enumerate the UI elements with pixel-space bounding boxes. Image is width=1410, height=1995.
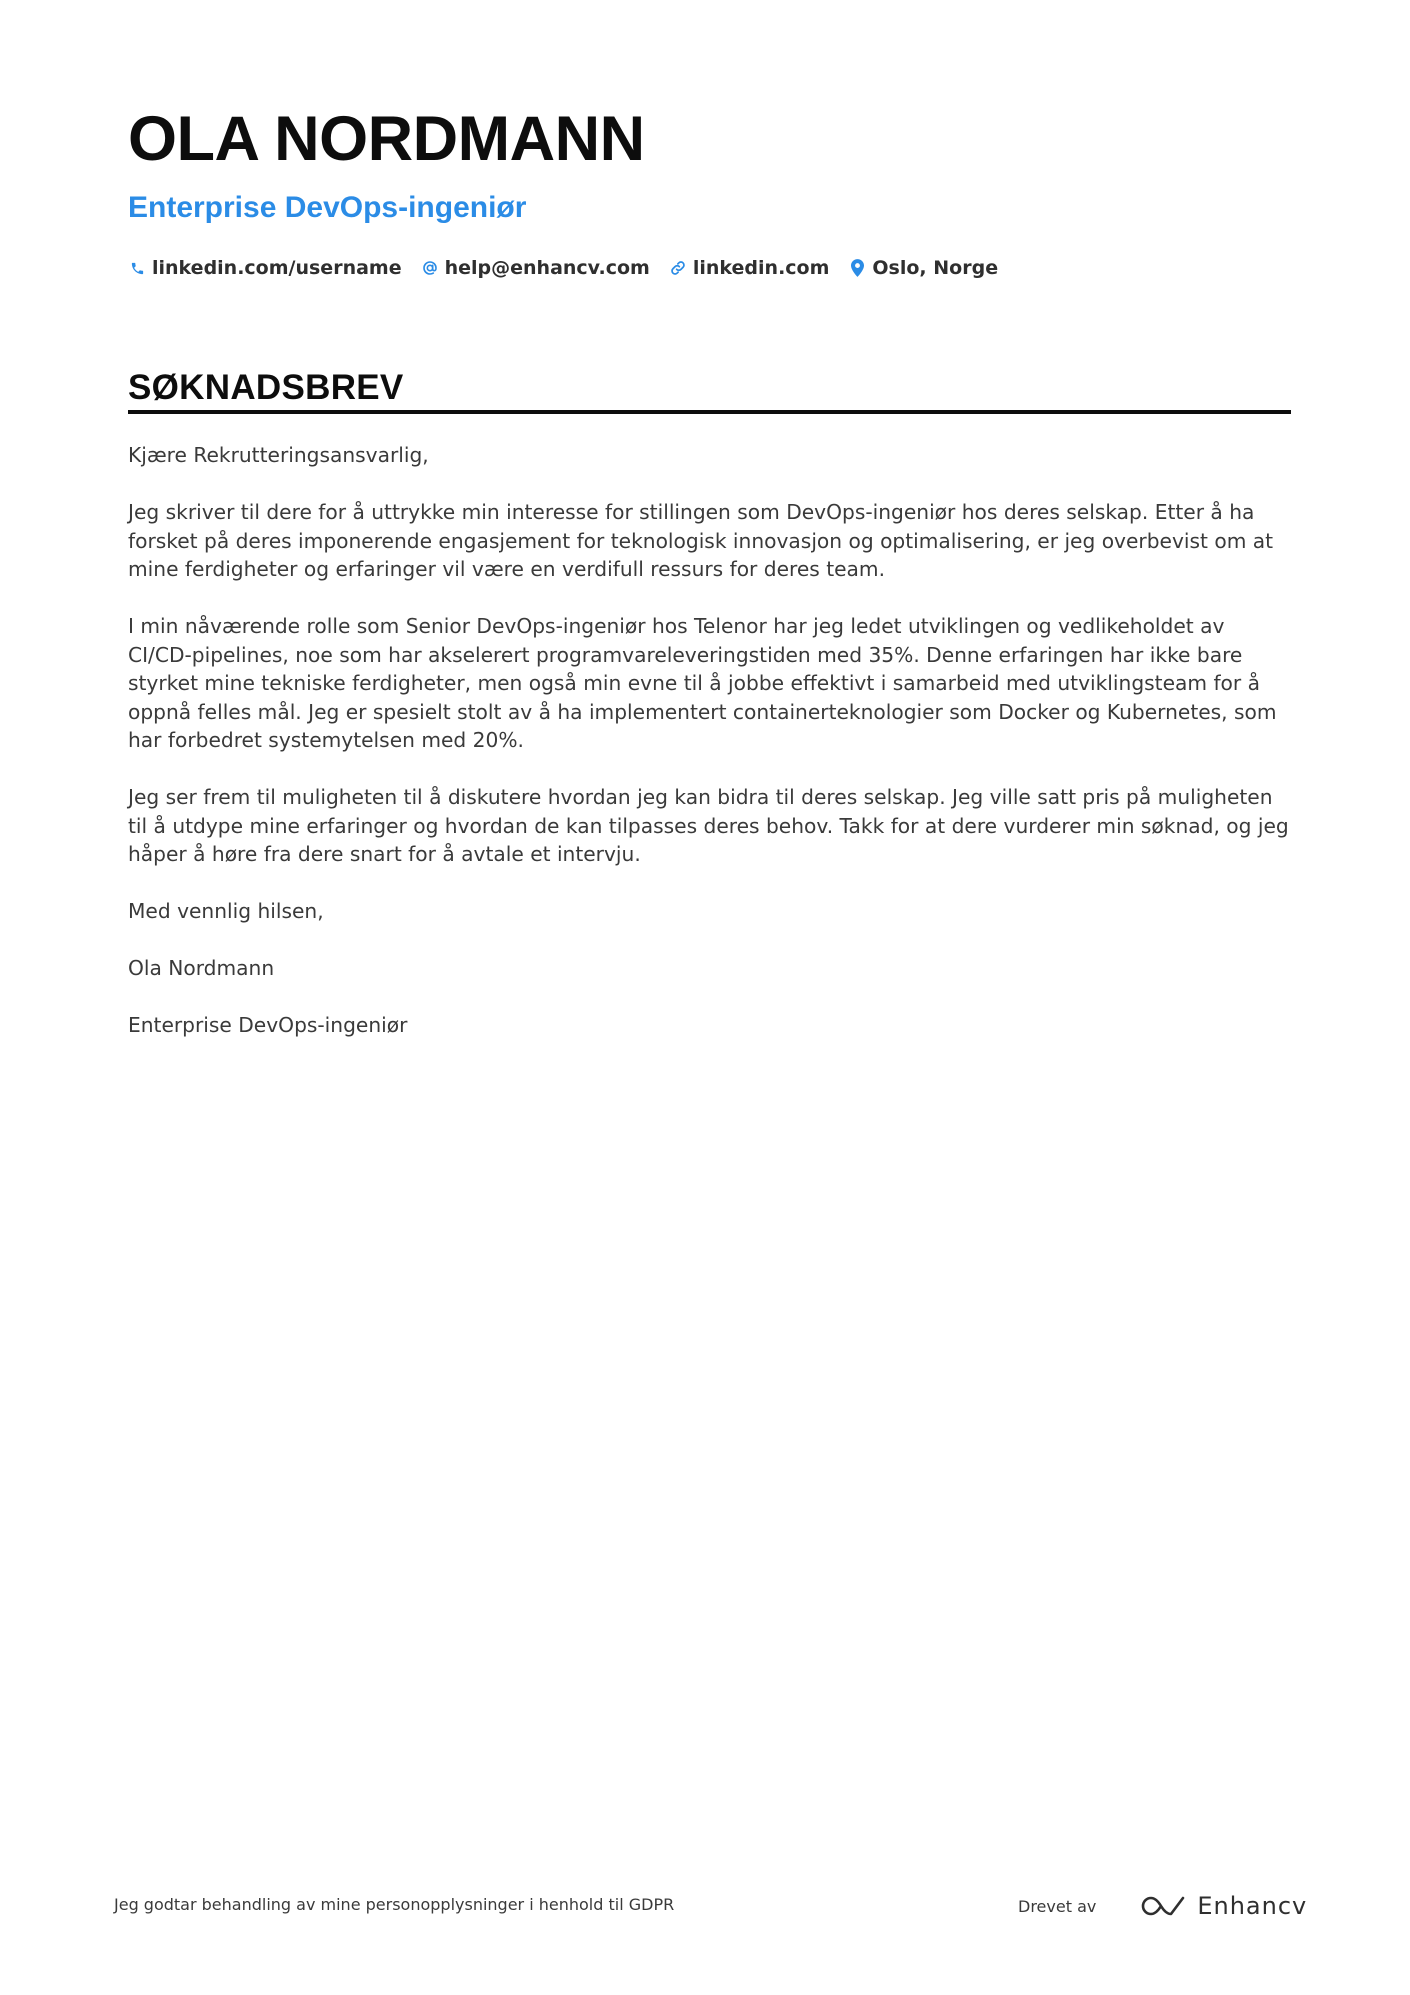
location-pin-icon	[848, 258, 866, 278]
contact-bar	[128, 254, 998, 282]
footer-branding	[1018, 1892, 1307, 1920]
enhancv-logo[interactable]	[1139, 1892, 1307, 1920]
letter-signature-role: Enterprise DevOps-ingeniør	[128, 1013, 408, 1037]
enhancv-logo-icon	[1139, 1893, 1187, 1919]
contact-email[interactable]	[421, 257, 650, 279]
contact-phone-text: linkedin.com/username	[152, 257, 402, 279]
at-icon	[421, 258, 439, 278]
section-title: SØKNADSBREV	[128, 368, 404, 407]
contact-link-text: linkedin.com	[692, 257, 830, 279]
powered-by-label: Drevet av	[1018, 1896, 1097, 1916]
phone-icon	[128, 258, 146, 278]
contact-location	[848, 257, 998, 279]
contact-phone[interactable]	[128, 257, 402, 279]
enhancv-brand-name: Enhancv	[1197, 1892, 1308, 1920]
contact-location-text: Oslo, Norge	[872, 257, 999, 279]
contact-link[interactable]	[669, 257, 830, 279]
letter-signature-name: Ola Nordmann	[128, 956, 275, 980]
letter-paragraph: Jeg ser frem til muligheten til å diskutere hvordan jeg kan bidra til deres selskap. Jeg ville satt pris på muligheten til å utdype mine erfaringer og hvordan de kan tilpasses deres behov. Takk for at dere vurderer min søknad, og jeg håper å høre fra dere snart for å avtale et intervju.	[128, 785, 1289, 866]
letter-closing: Med vennlig hilsen,	[128, 899, 324, 923]
applicant-role: Enterprise DevOps-ingeniør	[128, 191, 527, 224]
contact-email-text: help@enhancv.com	[444, 257, 650, 279]
link-icon	[669, 258, 687, 278]
section-divider	[128, 410, 1291, 414]
letter-body	[128, 441, 1291, 1068]
letter-paragraph: Jeg skriver til dere for å uttrykke min interesse for stillingen som DevOps-ingeniør hos deres selskap. Etter å ha forsket på deres imponerende engasjement for teknologisk innovasjon og optimalisering, er jeg overbevist om at mine ferdigheter og erfaringer vil være en verdifull ressurs for deres team.	[128, 500, 1274, 581]
applicant-name: OLA NORDMANN	[128, 104, 645, 174]
letter-paragraph: I min nåværende rolle som Senior DevOps-ingeniør hos Telenor har jeg ledet utviklingen og vedlikeholdet av CI/CD-pipelines, noe som har akselerert programvareleveringstiden med 35%. Denne erfaringen har ikke bare styrket mine tekniske ferdigheter, men også min evne til å jobbe effektivt i samarbeid med utviklingsteam for å oppnå felles mål. Jeg er spesielt stolt av å ha implementert containerteknologier som Docker og Kubernetes, som har forbedret systemytelsen med 20%.	[128, 614, 1277, 752]
gdpr-consent: Jeg godtar behandling av mine personopplysninger i henhold til GDPR	[114, 1895, 675, 1914]
letter-greeting: Kjære Rekrutteringsansvarlig,	[128, 443, 429, 467]
